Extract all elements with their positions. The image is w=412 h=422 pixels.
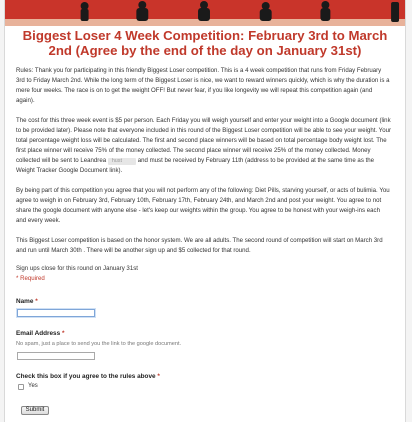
- required-note: * Required: [16, 275, 45, 282]
- required-asterisk: *: [35, 298, 38, 305]
- redacted-name: hust: [108, 158, 136, 165]
- header-banner: [5, 0, 405, 26]
- name-input[interactable]: [17, 309, 95, 317]
- honor-paragraph: This Biggest Loser competition is based on the honor system. We are all adults. The second round of competition will start on March 3rd and run until March 30th . There will be another sign up and $5 collected for that round.: [16, 237, 383, 254]
- required-asterisk: *: [157, 373, 160, 380]
- required-asterisk: *: [61, 330, 65, 337]
- signup-info: [16, 264, 138, 284]
- conduct-paragraph: By being part of this competition you agree that you will not perform any of the following: Diet Pills, starving yourself, or acts of bulimia. You agree to weigh in on February 3rd, February 10th, February 17th, February 24th, and March 2nd and post your weight. You agree to not share the google document with anyone else - let's keep our weights within the group. You agree to be honest with your weigh-ins each and every week.: [16, 187, 390, 224]
- submit-button[interactable]: Submit: [21, 406, 49, 415]
- email-field-label: [16, 330, 64, 337]
- email-input[interactable]: [17, 352, 95, 360]
- name-field-label: [16, 298, 38, 305]
- banner-silhouettes-illustration: [5, 0, 405, 26]
- email-label-text: Email Address: [16, 330, 61, 337]
- email-help-text: No spam, just a place to send you the link to the google document.: [16, 341, 182, 347]
- agree-checkbox[interactable]: [18, 384, 24, 390]
- cost-paragraph: [16, 116, 391, 176]
- cost-text: The cost for this three week event is $5 per person. Each Friday you will weigh yourself and enter your weight into a Google document (link to be provided later). Please note that everyone included in this round of the Biggest Loser competition will be able to see your weight. Your total percentage weight loss will be calculated. The first and second place winners will be based on total percentage body weight lost. The first place winner will receive 75% of the money collected. The second place winner will receive 25% of the money collected. Money collected will be sent to Leandrea: [16, 117, 391, 164]
- agree-label-text: Check this box if you agree to the rules above: [16, 373, 156, 380]
- form-container: [4, 0, 406, 422]
- signup-close-text: Sign ups close for this round on January 31st: [16, 265, 138, 272]
- form-description: [16, 66, 391, 266]
- name-label-text: Name: [16, 298, 34, 305]
- cost-text-continued: and must be received by February 11th (address to be provided at the same time as the Weight Tracker Google Document link).: [16, 157, 375, 174]
- agree-field-label: [16, 373, 160, 380]
- rules-paragraph: Rules: Thank you for participating in this friendly Biggest Loser competition. This is a 4 week competition that runs from Friday February 3rd to Friday March 2nd. While the long term of the Biggest Loser is nice, we want to reward winners quickly, which is why the duration is a mere four weeks. The race is on to get the weight OFF! But never fear, if you like longevity we will repeat this competition again (and again).: [16, 67, 390, 104]
- form-title: Biggest Loser 4 Week Competition: February 3rd to March 2nd (Agree by the end of the day on January 31st): [22, 28, 388, 58]
- agree-option-label[interactable]: Yes: [28, 383, 38, 389]
